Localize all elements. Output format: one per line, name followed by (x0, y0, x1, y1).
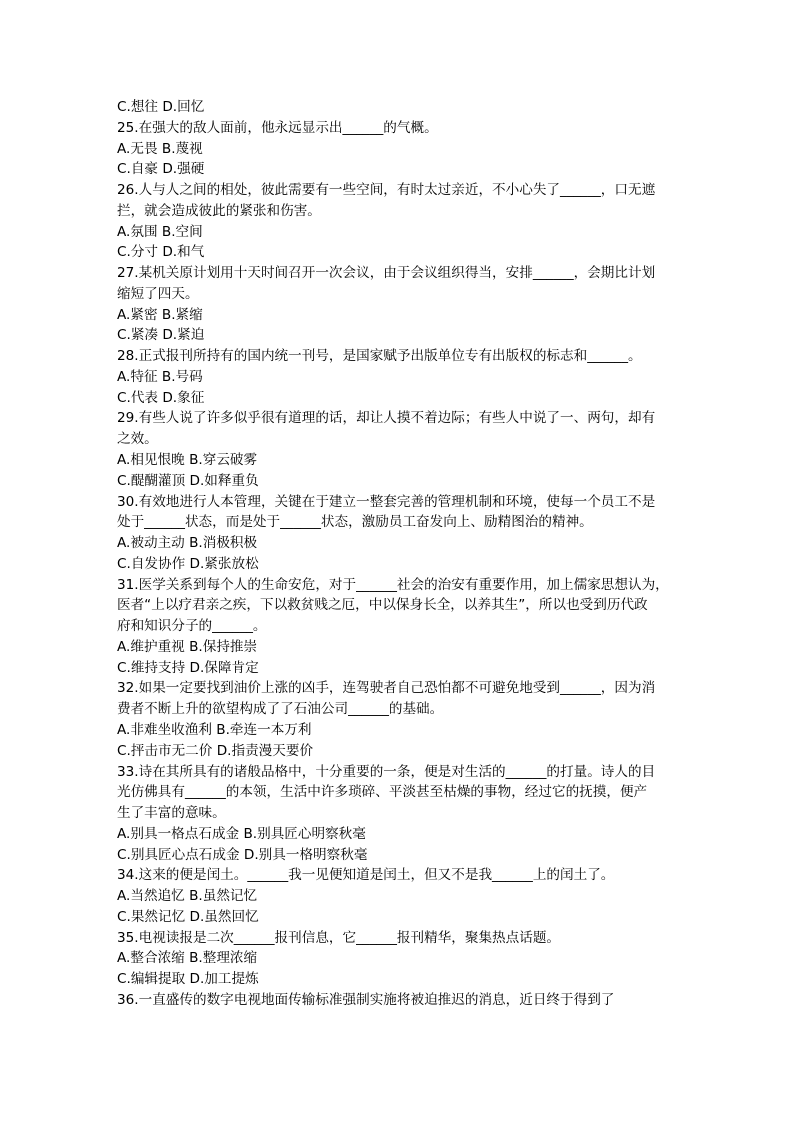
document-page (117, 97, 687, 1011)
text-line: 30.有效地进行人本管理，关键在于建立一整套完善的管理机制和环境，使每一个员工不是 (117, 493, 656, 510)
text-line: 光仿佛具有______的本领，生活中许多琐碎、平淡甚至枯燥的事物，经过它的抚摸，便产 (117, 784, 648, 801)
text-line: C.想往 D.回忆 (117, 99, 205, 115)
text-line: 之效。 (117, 431, 158, 448)
text-line: 处于______状态，而是处于______状态，激励员工奋发向上、励精图治的精神。 (117, 514, 593, 531)
text-line: 31.医学关系到每个人的生命安危，对于______社会的治安有重要作用，加上儒家思想认为， (117, 576, 669, 593)
text-line: A.特征 B.号码 (117, 368, 203, 385)
text-line: 26.人与人之间的相处，彼此需要有一些空间，有时太过亲近，不小心失了______，口无遮 (117, 182, 656, 199)
text-line: A.紧密 B.紧缩 (117, 306, 203, 323)
text-line: 29.有些人说了许多似乎很有道理的话，却让人摸不着边际；有些人中说了一、两句，却有 (117, 410, 656, 427)
text-line: A.非难坐收渔利 B.牵连一本万利 (117, 721, 312, 738)
text-line: 33.诗在其所具有的诸般品格中，十分重要的一条，便是对生活的______的打量。诗人的目 (117, 763, 656, 780)
text-line: 医者“上以疗君亲之疾，下以救贫贱之厄，中以保身长全，以养其生”，所以也受到历代政 (117, 597, 648, 614)
text-line: 34.这来的便是闰土。______我一见便知道是闰土，但又不是我______上的闰土了。 (117, 867, 615, 884)
text-line: 费者不断上升的欲望构成了了石油公司______的基础。 (117, 701, 444, 718)
text-line: A.维护重视 B.保持推崇 (117, 638, 258, 655)
text-line: A.氛围 B.空间 (117, 223, 203, 240)
text-line: A.相见恨晚 B.穿云破雾 (117, 452, 258, 469)
text-line: 32.如果一定要找到油价上涨的凶手，连驾驶者自己恐怕都不可避免地受到______，因为消 (117, 680, 656, 697)
text-line: 28.正式报刊所持有的国内统一刊号，是国家赋予出版单位专有出版权的标志和______。 (117, 348, 642, 365)
text-line: C.自发协作 D.紧张放松 (117, 555, 259, 572)
text-line: C.代表 D.象征 (117, 389, 205, 406)
text-line: C.果然记忆 D.虽然回忆 (117, 908, 259, 925)
text-line: 生了丰富的意味。 (117, 805, 226, 822)
text-line: C.分寸 D.和气 (117, 244, 205, 261)
text-line: A.整合浓缩 B.整理浓缩 (117, 950, 258, 967)
text-line: A.无畏 B.蔑视 (117, 140, 203, 157)
text-line: 35.电视读报是二次______报刊信息，它______报刊精华，聚集热点话题。 (117, 929, 561, 946)
text-line: 缩短了四天。 (117, 285, 199, 302)
text-line: C.维持支持 D.保障肯定 (117, 659, 259, 676)
text-line: C.别具匠心点石成金 D.别具一格明察秋毫 (117, 846, 368, 863)
text-line: C.编辑提取 D.加工提炼 (117, 971, 259, 988)
text-line: C.紧凑 D.紧迫 (117, 327, 205, 344)
text-line: A.当然追忆 B.虽然记忆 (117, 888, 258, 905)
text-line: 27.某机关原计划用十天时间召开一次会议，由于会议组织得当，安排______，会期比计划 (117, 265, 656, 282)
text-line: C.抨击市无二价 D.指责漫天要价 (117, 742, 314, 759)
text-line: A.别具一格点石成金 B.别具匠心明察秋毫 (117, 825, 366, 842)
text-line: A.被动主动 B.消极积极 (117, 535, 258, 552)
text-line: 25.在强大的敌人面前，他永远显示出______的气概。 (117, 119, 438, 136)
text-line: C.自豪 D.强硬 (117, 161, 205, 178)
text-line: 府和知识分子的______。 (117, 618, 267, 635)
text-line: 36.一直盛传的数字电视地面传输标准强制实施将被迫推迟的消息，近日终于得到了 (117, 991, 615, 1008)
text-line: 拦，就会造成彼此的紧张和伤害。 (117, 202, 321, 219)
text-line: C.醍醐灌顶 D.如释重负 (117, 472, 259, 489)
